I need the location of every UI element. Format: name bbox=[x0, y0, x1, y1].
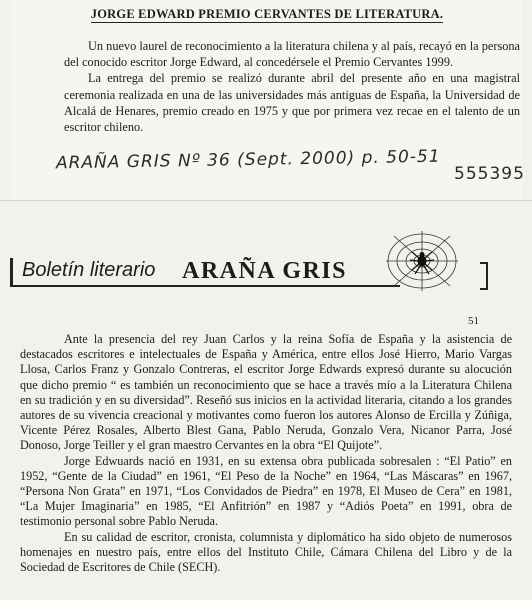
clipping-title: JORGE EDWARD PREMIO CERVANTES DE LITERATURA. bbox=[90, 7, 444, 21]
spider-web-icon bbox=[384, 230, 460, 292]
banner-bracket-right bbox=[480, 262, 488, 290]
bulletin-name: ARAÑA GRIS bbox=[182, 258, 348, 284]
page-number: 51 bbox=[468, 315, 479, 327]
divider bbox=[0, 200, 532, 201]
clipping-paragraph: La entrega del premio se realizó durante abril del presente año en una magistral ceremonia realizada en una de las universidades más antiguas de España, la Universidad de Alcalá de Henares, premio creado en 1975 y que por primera vez recae en el talento de un escritor chileno. bbox=[64, 71, 520, 135]
clipping-paragraph: Un nuevo laurel de reconocimiento a la literatura chilena y al país, recayó en la persona del conocido escritor Jorge Edward, al concedérsele el Premio Cervantes 1999. bbox=[64, 39, 520, 70]
article-paragraph: En su calidad de escritor, cronista, columnista y diplomático ha sido objeto de numerosos homenajes en nuestro país, entre ellos del Instituto Chile, Cámara Chilena del Libro y de la Sociedad de Escritores de Chile (SECH). bbox=[20, 529, 512, 575]
bulletin-article-body bbox=[20, 332, 512, 575]
bulletin-label: Boletín literario bbox=[22, 259, 156, 281]
catalog-number: 555395 bbox=[454, 164, 525, 184]
banner-underline bbox=[10, 285, 400, 287]
handwritten-citation: ARAÑA GRIS Nº 36 (Sept. 2000) p. 50-51 bbox=[55, 146, 441, 174]
banner-bracket-left bbox=[10, 258, 13, 286]
clipping-body bbox=[64, 38, 520, 135]
article-paragraph: Jorge Edwuards nació en 1931, en su extensa obra publicada sobresalen : “El Patio” en 1952, “Gente de la Ciudad” en 1961, “El Peso de la Noche” en 1964, “Las Máscaras” en 1967, “Persona Non Grata” en 1971, “Los Convidados de Piedra” en 1978, El Museo de Cera” en 1981, “La Mujer Imaginaria” en 1985, “El Anfitrión” en 1987 y “Adiós Poeta” en 1991, obra de testimonio personal sobre Pablo Neruda. bbox=[20, 453, 512, 529]
article-paragraph: Ante la presencia del rey Juan Carlos y la reina Sofía de España y la asistencia de destacados escritores e intelectuales de España y América, entre ellos José Hierro, Mario Vargas Llosa, Carlos Franz y Gonzalo Contreras, el escritor Jorge Edwards expresó durante su alocución que dicho premio “ es también un reconocimiento que se hace a través mío a la Literatura Chilena en su tradición y en su diversidad”. Reseñó sus inicios en la actividad literaria, citando a los grandes autores de su vivencia creacional y motivantes como fueron los autores Alonso de Ercilla y Zúñiga, Vicente Pérez Rosales, Alberto Blest Gana, Pablo Neruda, Gonzalo Vera, Nicanor Parra, José Donoso, Jorge Teiller y el gran maestro Cervantes en la obra “El Quijote”. bbox=[20, 332, 512, 453]
